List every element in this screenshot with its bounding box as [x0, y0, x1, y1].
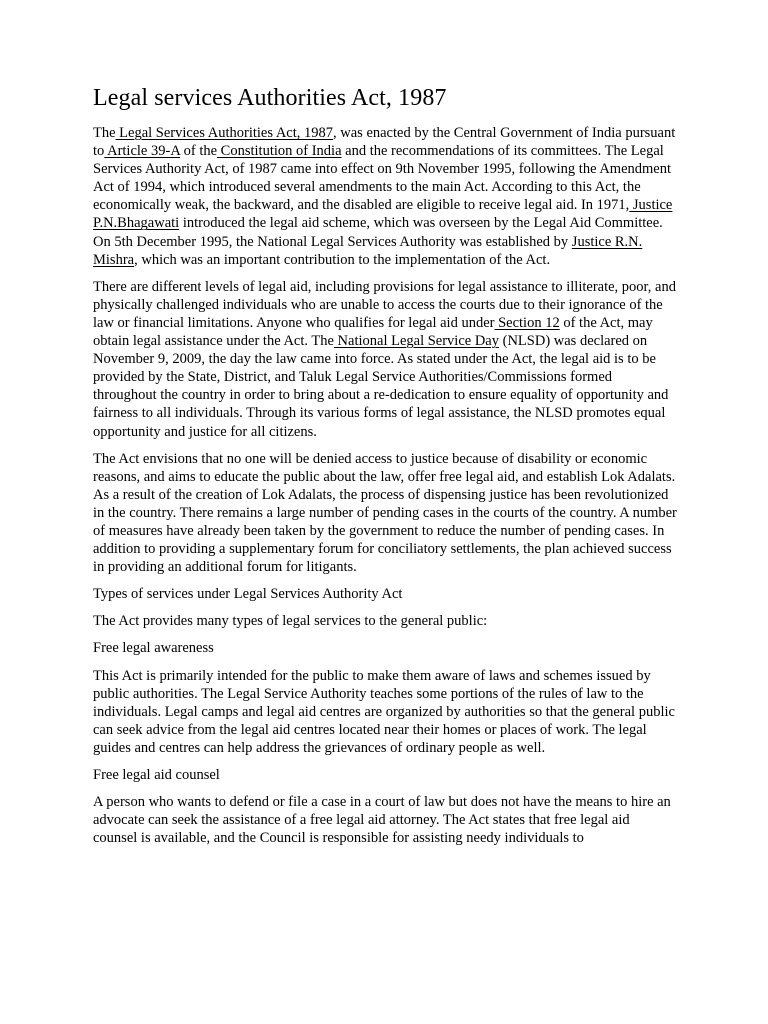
paragraph-text: of the Act, may obtain legal assistance under the Act. The [93, 314, 653, 350]
paragraph-free-legal-aid-counsel: A person who wants to defend or file a case in a court of law but does not have the means to hire an advocate can seek the assistance of a free legal aid attorney. The Act states that free legal aid counsel is available, and the Council is responsible for assisting needy individuals to [93, 794, 671, 847]
link-article-39a[interactable]: Article 39-A [104, 143, 180, 160]
paragraph-text: and the recommendations of its committees. The Legal Services Authority Act, of 1987 came into effect on 9th November 1995, following the Amendment Act of 1994, which introduced several amendments to the main Act. According to this Act, the economically weak, the backward, and the disabled are eligible to receive legal aid. In 1971, [93, 143, 672, 214]
link-constitution-of-india[interactable]: Constitution of India [217, 143, 342, 160]
paragraph-free-legal-awareness: This Act is primarily intended for the public to make them aware of laws and schemes issued by public authorities. The Legal Service Authority teaches some portions of the rules of law to the individuals. Legal camps and legal aid centres are organized by authorities so that the general public can seek advice from the legal aid centres located near their homes or places of work. The legal guides and centres can help address the grievances of ordinary people as well. [93, 667, 675, 756]
link-national-legal-service-day[interactable]: National Legal Service Day [333, 333, 499, 350]
link-section-12[interactable]: Section 12 [494, 314, 560, 331]
link-justice-bhagawati[interactable]: Justice P.N.Bhagawati [93, 197, 673, 232]
paragraph-text: introduced the legal aid scheme, which was overseen by the Legal Aid Committee. On 5th December 1995, the National Legal Services Authority was established by [93, 215, 663, 250]
paragraph-legal-aid-levels [93, 278, 677, 441]
paragraph-text: There are different levels of legal aid, including provisions for legal assistance to illiterate, poor, and physically challenged individuals who are unable to access the courts due to their ignorance of the law or financial limitations. Anyone who qualifies for legal aid under [93, 278, 676, 331]
paragraph-text: , was enacted by the Central Government of India pursuant to [93, 125, 676, 160]
section-heading-free-legal-aid-counsel: Free legal aid counsel [93, 767, 220, 783]
paragraph-intro [93, 124, 677, 269]
paragraph-text: , which was an important contribution to the implementation of the Act. [134, 251, 551, 268]
paragraph-act-vision: The Act envisions that no one will be denied access to justice because of disability or economic reasons, and aims to educate the public about the law, offer free legal aid, and establish Lok Adalats. As a result of the creation of Lok Adalats, the process of dispensing justice has been revolutionized in the country. There remains a large number of pending cases in the courts of the country. A number of measures have already been taken by the government to reduce the number of pending cases. In addition to providing a supplementary forum for conciliatory settlements, the plan achieved success in providing an additional forum for litigants. [93, 450, 677, 576]
section-heading-types-of-services: Types of services under Legal Services Authority Act [93, 586, 403, 603]
link-legal-services-authorities-act[interactable]: Legal Services Authorities Act, 1987 [115, 125, 334, 141]
page-title: Legal services Authorities Act, 1987 [93, 85, 447, 111]
paragraph-text: The [93, 125, 116, 141]
link-justice-mishra[interactable]: Justice R.N. Mishra [93, 233, 643, 268]
paragraph-text: (NLSD) was declared on November 9, 2009, the day the law came into force. As stated under the Act, the legal aid is to be provided by the State, District, and Taluk Legal Service Authorities/Commissions formed throughout the country in order to bring about a re-dedication to ensure equality of opportunity and fairness to all individuals. Through its various forms of legal assistance, the NLSD promotes equal opportunity and justice for all citizens. [93, 333, 669, 440]
section-heading-free-legal-awareness: Free legal awareness [93, 640, 214, 657]
paragraph-services-intro: The Act provides many types of legal services to the general public: [93, 613, 488, 630]
paragraph-text: of the [180, 143, 218, 160]
document-page [93, 84, 677, 847]
